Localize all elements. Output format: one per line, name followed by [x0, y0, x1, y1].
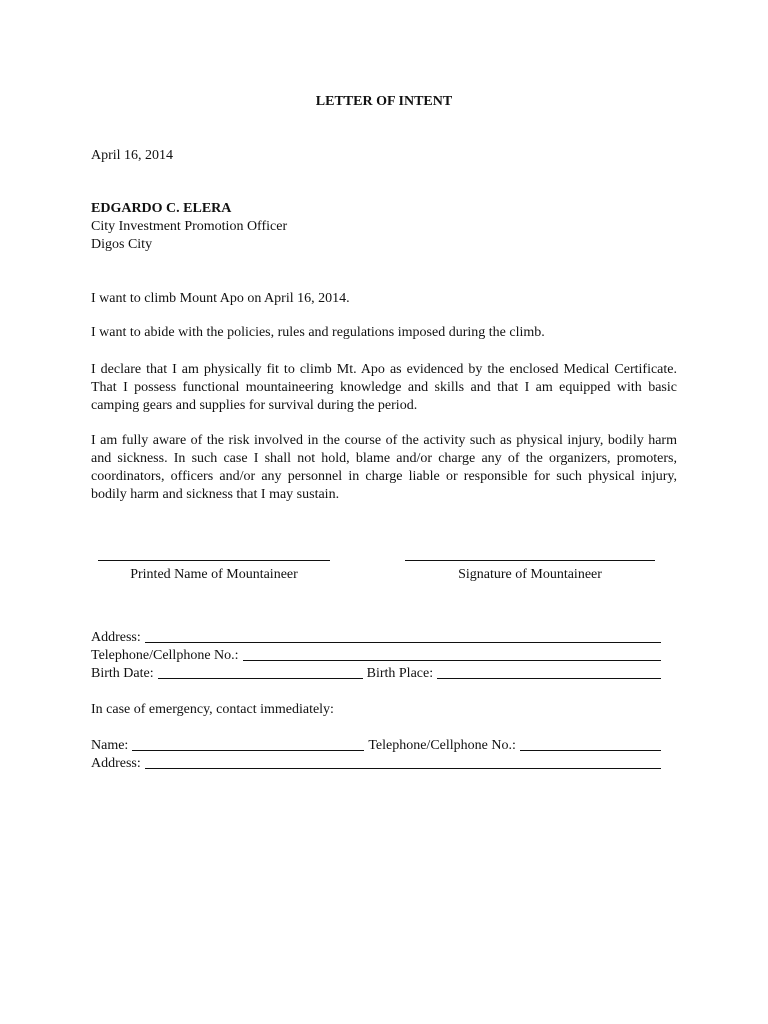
printed-name-label: Printed Name of Mountaineer [130, 567, 298, 582]
body-paragraph-2: I want to abide with the policies, rules and regulations imposed during the climb. [91, 325, 545, 340]
body-paragraph-4: I am fully aware of the risk involved in the course of the activity such as physical injury, bodily harm and sickness. In such case I shall not hold, blame and/or charge any of the organizers, promoters, coordinators, officers and/or any personnel in charge liable or responsible for such physical injury, bodily harm and sickness that I may sustain. [91, 433, 677, 502]
birth-place-blank[interactable] [437, 665, 661, 679]
emergency-address-blank[interactable] [145, 755, 661, 769]
address-blank[interactable] [145, 629, 661, 643]
signature-line[interactable] [405, 560, 655, 561]
signature-label: Signature of Mountaineer [458, 567, 602, 582]
birth-date-blank[interactable] [158, 665, 363, 679]
emergency-name-label: Name: [91, 738, 129, 753]
address-field [91, 629, 661, 647]
recipient-position: City Investment Promotion Officer [91, 219, 288, 234]
emergency-address-field [91, 755, 661, 773]
telephone-label: Telephone/Cellphone No.: [91, 648, 239, 663]
emergency-intro: In case of emergency, contact immediately: [91, 702, 334, 717]
page-title: LETTER OF INTENT [315, 94, 453, 109]
body-paragraph-3: I declare that I am physically fit to climb Mt. Apo as evidenced by the enclosed Medical Certificate. That I possess functional mountaineering knowledge and skills and that I am equipped with basic camping gears and supplies for survival during the period. [91, 362, 677, 413]
birth-date-label: Birth Date: [91, 666, 154, 681]
birth-field [91, 665, 661, 683]
signature-block [404, 560, 656, 583]
body-paragraph-1: I want to climb Mount Apo on April 16, 2014. [91, 291, 350, 306]
recipient-name: EDGARDO C. ELERA [91, 201, 232, 216]
telephone-blank[interactable] [243, 647, 661, 661]
recipient-location: Digos City [91, 237, 153, 252]
birth-place-label: Birth Place: [366, 666, 434, 681]
telephone-field [91, 647, 661, 665]
emergency-name-blank[interactable] [132, 737, 364, 751]
printed-name-line[interactable] [98, 560, 330, 561]
emergency-telephone-label: Telephone/Cellphone No.: [368, 738, 516, 753]
address-label: Address: [91, 630, 141, 645]
emergency-telephone-blank[interactable] [520, 737, 661, 751]
emergency-name-field [91, 737, 661, 755]
emergency-address-label: Address: [91, 756, 141, 771]
printed-name-block [96, 560, 332, 583]
letter-date: April 16, 2014 [91, 148, 174, 163]
